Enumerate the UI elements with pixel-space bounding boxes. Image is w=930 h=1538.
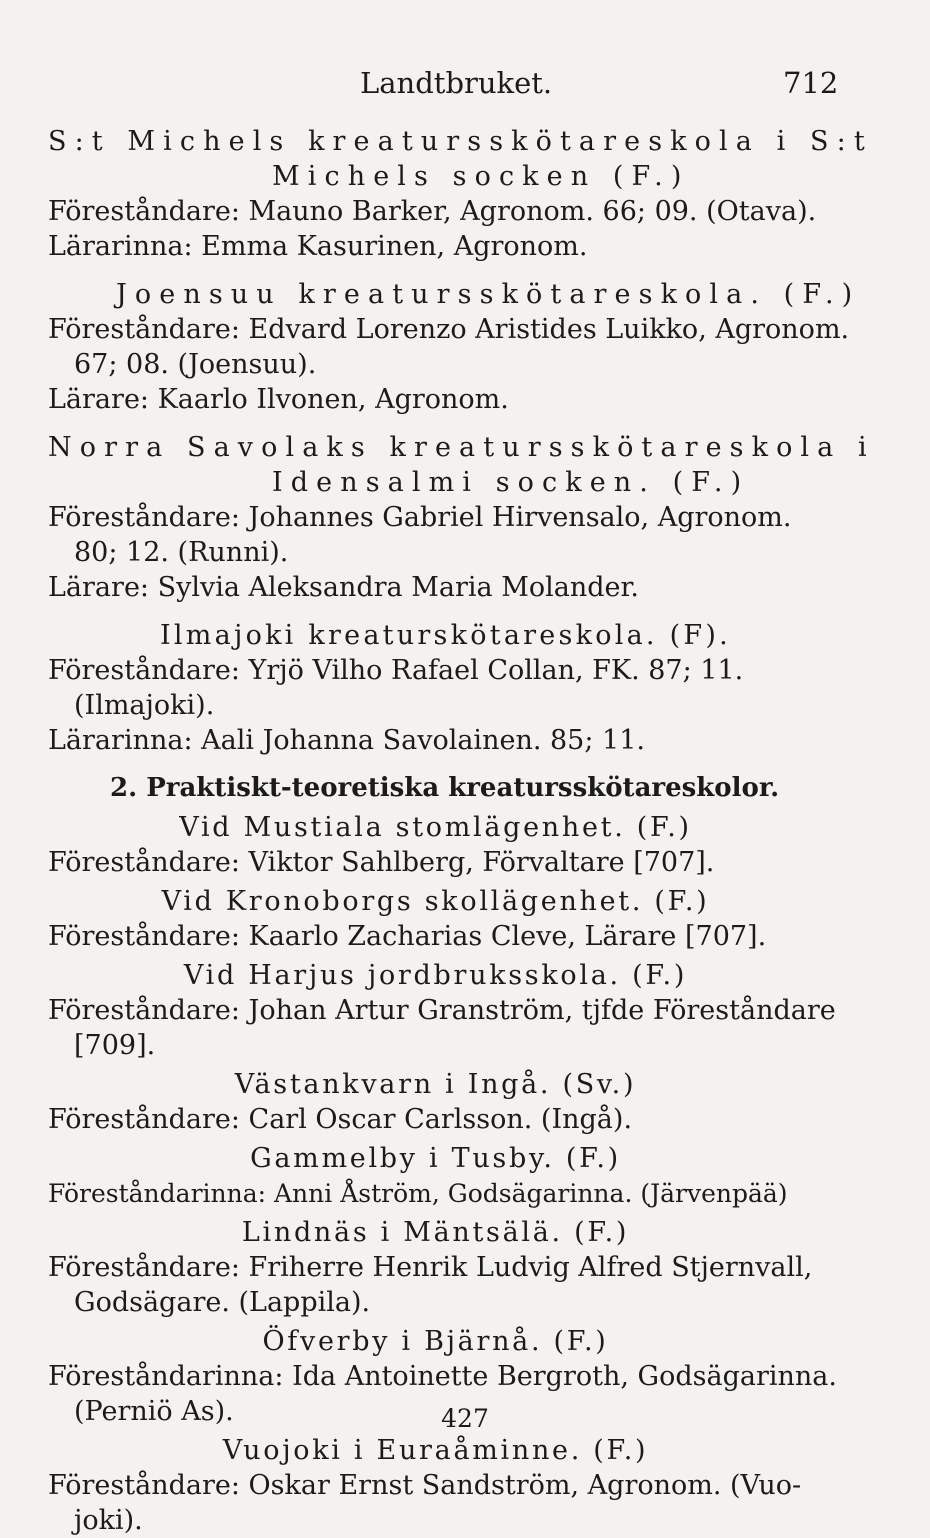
entry-line: Lärare: Kaarlo Ilvonen, Agronom. [48, 384, 509, 415]
entry-line: 80; 12. (Runni). [74, 537, 289, 568]
entry-line: Lärare: Sylvia Aleksandra Maria Molander. [48, 572, 640, 603]
page-number-bottom: 427 [441, 1404, 489, 1433]
page-body [48, 124, 875, 1538]
school-entry [48, 124, 873, 264]
school-entry [48, 1141, 823, 1211]
school-title: Gammelby i Tusby. (F.) [250, 1143, 621, 1174]
entry-line: Föreståndare: Viktor Sahlberg, Förvaltare [707]. [48, 847, 715, 878]
entry-line: Godsägare. (Lappila). [74, 1287, 371, 1318]
school-entry [48, 958, 836, 1063]
school-entry [48, 1067, 823, 1137]
entry-line: Lärarinna: Aali Johanna Savolainen. 85; 11. [48, 725, 645, 756]
entry-line: (Ilmajoki). [74, 690, 215, 721]
school-title: Vid Harjus jordbruksskola. (F.) [183, 960, 688, 991]
entry-line: joki). [74, 1505, 143, 1536]
entry-line: Föreståndare: Friherre Henrik Ludvig Alfred Stjernvall, [48, 1252, 813, 1283]
entry-line: Föreståndare: Carl Oscar Carlsson. (Ingå). [48, 1104, 633, 1135]
entry-line: Lärarinna: Emma Kasurinen, Agronom. [48, 231, 588, 262]
page-header [0, 66, 930, 106]
school-title: Vuojoki i Euraåminne. (F.) [222, 1435, 649, 1466]
school-entry [48, 618, 823, 758]
section-title: 2. Praktiskt-teoretiska kreatursskötareskolor. [110, 773, 780, 803]
running-title: Landtbruket. [360, 66, 553, 100]
school-title: Vid Kronoborgs skollägenhet. (F.) [161, 886, 710, 917]
school-title: Västankvarn i Ingå. (Sv.) [234, 1069, 637, 1100]
entry-line: Föreståndarinna: Anni Åström, Godsägarinna. (Järvenpää) [48, 1179, 788, 1208]
school-title: Norra Savolaks kreatursskötareskola i [48, 432, 875, 463]
school-entry [48, 884, 823, 954]
entry-line: 67; 08. (Joensuu). [74, 349, 317, 380]
entry-line: Föreståndare: Mauno Barker, Agronom. 66; 09. (Otava). [48, 196, 817, 227]
entry-line: Föreståndare: Edvard Lorenzo Aristides Luikko, Agronom. [48, 314, 850, 345]
school-title: S:t Michels kreatursskötareskola i S:t [48, 126, 873, 157]
school-entry [48, 1433, 823, 1538]
entry-line: Föreståndare: Oskar Ernst Sandström, Agronom. (Vuo- [48, 1470, 802, 1501]
entry-line: Föreståndare: Johan Artur Granström, tjfde Föreståndare [48, 995, 836, 1026]
entry-line: (Perniö As). [74, 1396, 234, 1427]
school-title: Vid Mustiala stomlägenhet. (F.) [179, 812, 692, 843]
school-entry [48, 430, 875, 605]
entry-line: Föreståndare: Kaarlo Zacharias Cleve, Lärare [707]. [48, 921, 767, 952]
entry-line: Föreståndare: Johannes Gabriel Hirvensalo, Agronom. [48, 502, 792, 533]
school-title: Lindnäs i Mäntsälä. (F.) [241, 1217, 630, 1248]
entry-line: Föreståndarinna: Ida Antoinette Bergroth, Godsägarinna. [48, 1361, 837, 1392]
school-entry [48, 810, 823, 880]
school-entry [48, 277, 861, 417]
school-title: Joensuu kreatursskötareskola. (F.) [116, 279, 861, 310]
school-title-cont: Idensalmi socken. (F.) [272, 467, 750, 498]
school-title-cont: Michels socken (F.) [272, 161, 690, 192]
entry-line: Föreståndare: Yrjö Vilho Rafael Collan, FK. 87; 11. [48, 655, 744, 686]
school-entry [48, 1215, 823, 1320]
page-number-top: 712 [783, 66, 839, 100]
entry-line: [709]. [74, 1030, 156, 1061]
school-title: Öfverby i Bjärnå. (F.) [262, 1326, 609, 1357]
school-title: Ilmajoki kreaturskötareskola. (F). [160, 620, 731, 651]
